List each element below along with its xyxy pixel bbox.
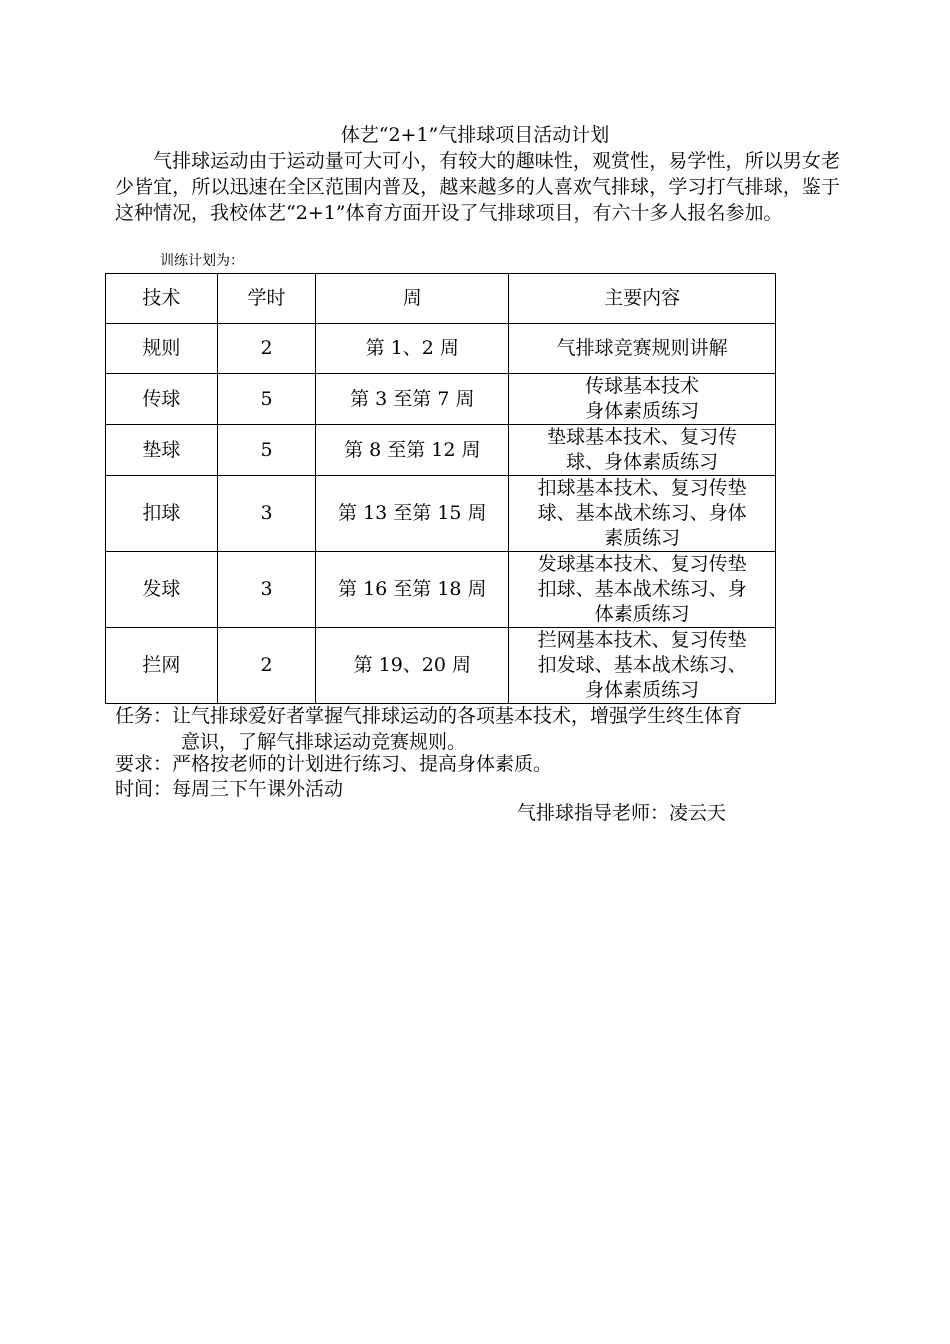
cell-skill: 扣球 [106, 476, 218, 552]
content-line: 发球基本技术、复习传垫 [537, 553, 747, 575]
table-row [106, 476, 776, 552]
content-line: 扣球基本技术、复习传垫 [537, 477, 747, 499]
table-row [106, 552, 776, 628]
time-line: 时间：每周三下午课外活动 [115, 778, 344, 800]
cell-weeks: 第 19、20 周 [316, 628, 509, 704]
header-hours: 学时 [217, 274, 316, 324]
content-line: 拦网基本技术、复习传垫 [537, 629, 747, 651]
cell-content [509, 476, 776, 552]
cell-hours: 5 [217, 425, 316, 476]
table-row [106, 374, 776, 425]
task-section [115, 703, 840, 755]
document-title: 体艺“2+1”气排球项目活动计划 [340, 124, 610, 146]
content-line: 身体素质练习 [585, 679, 700, 701]
task-line-2: 意识，了解气排球运动竞赛规则。 [181, 731, 467, 753]
table-row [106, 324, 776, 374]
cell-weeks: 第 1、2 周 [316, 324, 509, 374]
cell-hours: 2 [217, 324, 316, 374]
header-skill: 技术 [106, 274, 218, 324]
cell-hours: 5 [217, 374, 316, 425]
cell-skill: 垫球 [106, 425, 218, 476]
cell-content [509, 324, 776, 374]
cell-content [509, 374, 776, 425]
training-plan-table [105, 273, 776, 704]
header-weeks: 周 [316, 274, 509, 324]
content-line: 传球基本技术 [585, 375, 700, 397]
cell-skill: 传球 [106, 374, 218, 425]
cell-hours: 3 [217, 476, 316, 552]
cell-hours: 3 [217, 552, 316, 628]
task-label: 任务： [115, 705, 173, 727]
content-line: 素质练习 [604, 527, 681, 549]
cell-skill: 拦网 [106, 628, 218, 704]
cell-hours: 2 [217, 628, 316, 704]
task-line-1: 让气排球爱好者掌握气排球运动的各项基本技术，增强学生终生体育 [172, 705, 743, 727]
content-line: 气排球竞赛规则讲解 [556, 337, 728, 359]
content-line: 扣球、基本战术练习、身 [537, 578, 747, 600]
plan-label: 训练计划为： [160, 253, 244, 269]
content-line: 体素质练习 [594, 603, 690, 625]
content-line: 球、身体素质练习 [566, 451, 719, 473]
content-line: 身体素质练习 [585, 400, 700, 422]
table-row [106, 628, 776, 704]
cell-skill: 发球 [106, 552, 218, 628]
cell-skill: 规则 [106, 324, 218, 374]
cell-content [509, 425, 776, 476]
content-line: 扣发球、基本战术练习、 [537, 654, 747, 676]
header-content: 主要内容 [509, 274, 776, 324]
intro-paragraph: 气排球运动由于运动量可大可小，有较大的趣味性，观赏性，易学性，所以男女老少皆宜，所以迅速在全区范围内普及，越来越多的人喜欢气排球，学习打气排球，鉴于这种情况，我校体艺“2+1”体育方面开设了气排球项目，有六十多人报名参加。 [115, 150, 840, 224]
content-line: 球、基本战术练习、身体 [537, 502, 747, 524]
cell-weeks: 第 3 至第 7 周 [316, 374, 509, 425]
cell-content [509, 552, 776, 628]
content-line: 垫球基本技术、复习传 [547, 426, 738, 448]
cell-weeks: 第 16 至第 18 周 [316, 552, 509, 628]
table-header-row [106, 274, 776, 324]
cell-content [509, 628, 776, 704]
cell-weeks: 第 8 至第 12 周 [316, 425, 509, 476]
table-row [106, 425, 776, 476]
requirement-line: 要求：严格按老师的计划进行练习、提高身体素质。 [115, 753, 553, 775]
cell-weeks: 第 13 至第 15 周 [316, 476, 509, 552]
teacher-signature: 气排球指导老师：凌云天 [517, 802, 727, 824]
